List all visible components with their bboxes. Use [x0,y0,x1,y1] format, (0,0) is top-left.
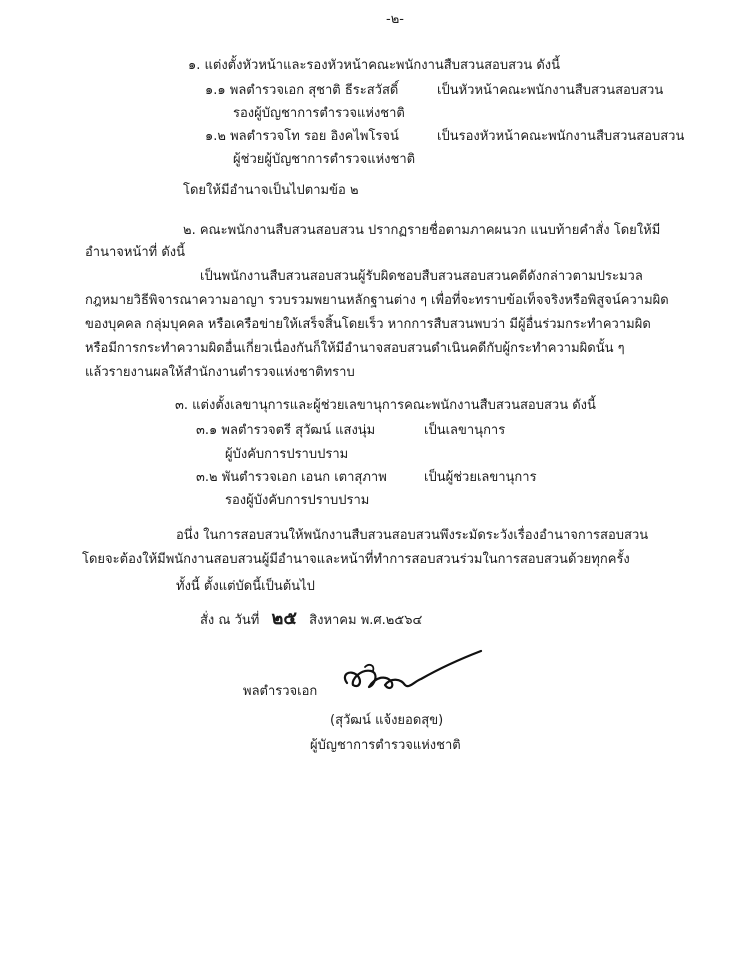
closing-line1: อนึ่ง ในการสอบสวนให้พนักงานสืบสวนสอบสวนพึงระมัดระวังเรื่องอำนาจการสอบสวน [176,528,649,543]
item3-1-name: ๓.๑ พลตำรวจตรี สุวัฒน์ แสงนุ่ม [196,423,376,438]
item1-authority: โดยให้มีอำนาจเป็นไปตามข้อ ๒ [183,183,359,198]
item2-line2: อำนาจหน้าที่ ดังนี้ [85,245,186,260]
item3-2-role: เป็นผู้ช่วยเลขานุการ [424,470,537,485]
item3-1-position: ผู้บังคับการปราบปราม [225,447,349,462]
effective-clause: ทั้งนี้ ตั้งแต่บัดนี้เป็นต้นไป [176,579,315,594]
order-date [200,610,422,630]
item2-para-line5: แล้วรายงานผลให้สำนักงานตำรวจแห่งชาติทราบ [85,365,355,380]
item1-heading: ๑. แต่งตั้งหัวหน้าและรองหัวหน้าคณะพนักงานสืบสวนสอบสวน ดังนี้ [188,58,561,73]
item3-2-name: ๓.๒ พันตำรวจเอก เอนก เตาสุภาพ [196,470,387,485]
order-date-month-year: สิงหาคม พ.ศ.๒๕๖๔ [309,613,423,628]
item2-line1: ๒. คณะพนักงานสืบสวนสอบสวน ปรากฏรายชื่อตามภาคผนวก แนบท้ายคำสั่ง โดยให้มี [183,223,661,238]
item1-1-role: เป็นหัวหน้าคณะพนักงานสืบสวนสอบสวน [437,83,664,98]
order-date-day: ๒๕ [271,608,298,629]
closing-line2: โดยจะต้องให้มีพนักงานสอบสวนผู้มีอำนาจและหน้าที่ทำการสอบสวนร่วมในการสอบสวนด้วยทุกครั้ง [82,552,630,567]
item1-2-name: ๑.๒ พลตำรวจโท รอย อิงคไพโรจน์ [205,129,399,144]
item2-para-line2: กฎหมายวิธีพิจารณาความอาญา รวบรวมพยานหลักฐานต่าง ๆ เพื่อที่จะทราบข้อเท็จจริงหรือพิสูจน์ความผิด [85,293,669,308]
item2-para-line4: หรือมีการกระทำความผิดอื่นเกี่ยวเนื่องกันก็ให้มีอำนาจสอบสวนดำเนินคดีกับผู้กระทำความผิดนั้น ๆ [85,341,625,356]
signer-title: ผู้บัญชาการตำรวจแห่งชาติ [310,738,461,753]
item1-2-position: ผู้ช่วยผู้บัญชาการตำรวจแห่งชาติ [233,152,416,167]
item2-para-line1: เป็นพนักงานสืบสวนสอบสวนผู้รับผิดชอบสืบสวนสอบสวนคดีดังกล่าวตามประมวล [200,269,643,284]
item3-2-position: รองผู้บังคับการปราบปราม [225,493,370,508]
item3-heading: ๓. แต่งตั้งเลขานุการและผู้ช่วยเลขานุการคณะพนักงานสืบสวนสอบสวน ดังนี้ [175,398,596,413]
item1-2-role: เป็นรองหัวหน้าคณะพนักงานสืบสวนสอบสวน [437,129,685,144]
handwritten-signature [335,645,495,705]
signer-name: (สุวัฒน์ แจ้งยอดสุข) [330,713,444,728]
page-number: -๒- [386,12,404,27]
signer-rank: พลตำรวจเอก [243,684,318,699]
item1-1-name: ๑.๑ พลตำรวจเอก สุชาติ ธีระสวัสดิ์ [205,83,399,98]
order-date-prefix: สั่ง ณ วันที่ [200,613,260,628]
item3-1-role: เป็นเลขานุการ [424,423,506,438]
item2-para-line3: ของบุคคล กลุ่มบุคคล หรือเครือข่ายให้เสร็จสิ้นโดยเร็ว หากการสืบสวนพบว่า มีผู้อื่นร่วมกระทำความผิด [85,317,651,332]
item1-1-position: รองผู้บัญชาการตำรวจแห่งชาติ [233,106,405,121]
